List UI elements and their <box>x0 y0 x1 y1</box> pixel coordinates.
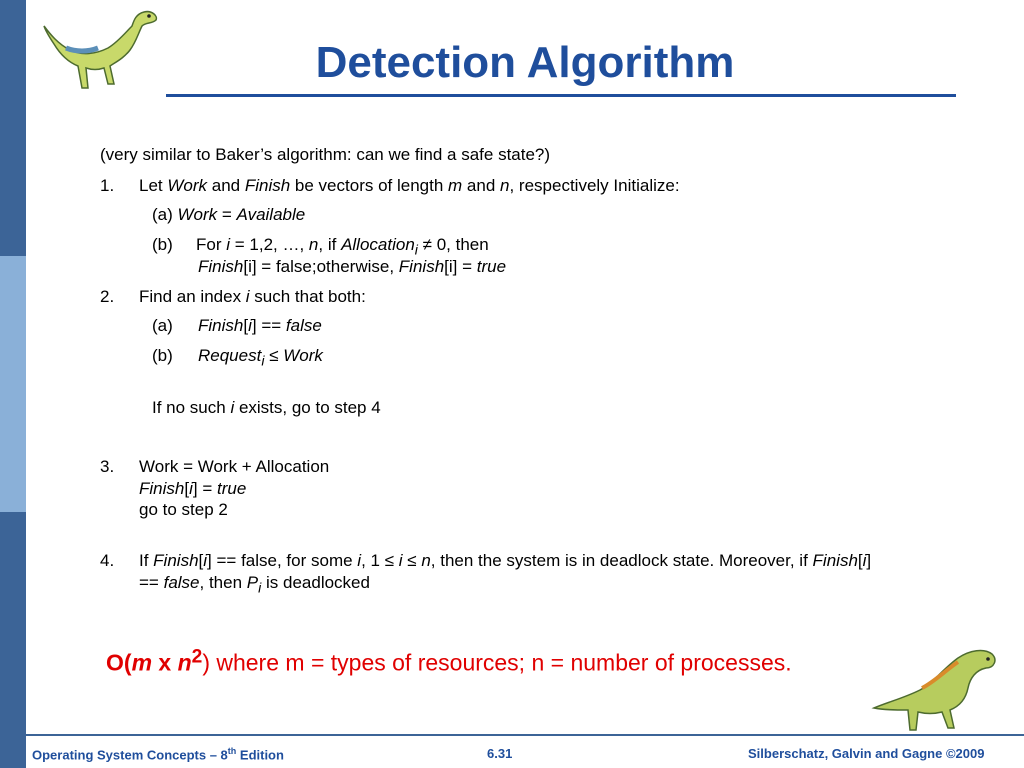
step2-b-label: (b) <box>152 346 173 365</box>
step2-a-label: (a) <box>152 316 173 335</box>
step1-b: For i = 1,2, …, n, if Allocation$_i$ ≠ 0, then <box>196 235 489 259</box>
step2-b: Request$_i$ ≤ Work <box>198 346 323 370</box>
step2-text: Find an index i such that both: <box>139 287 366 306</box>
footer-divider <box>26 734 1024 736</box>
slide-title: Detection Algorithm <box>315 38 735 87</box>
step4-number: 4. <box>100 551 115 570</box>
step4-line1: If Finish[i] == false, for some i, 1 ≤ i ≤ n, then the system is in deadlock state. Moreover, if Finish[i] <box>139 551 872 570</box>
step3-line2: Finish[i] = true <box>139 479 247 498</box>
step2-number: 2. <box>100 287 115 306</box>
step3-number: 3. <box>100 457 115 476</box>
step2-c: If no such i exists, go to step 4 <box>152 398 381 417</box>
step3-line3: go to step 2 <box>139 500 228 519</box>
footer-right: Silberschatz, Galvin and Gagne ©2009 <box>748 746 985 761</box>
step1-a: (a) Work = Available <box>152 205 306 224</box>
step1-number: 1. <box>100 176 115 195</box>
step1-b-continued: Finish[i] = false;otherwise, Finish[i] = true <box>198 257 507 276</box>
step3-line1: Work = Work + Allocation <box>139 457 330 476</box>
step1-text: Let Work and Finish be vectors of length m and n, respectively Initialize: <box>139 176 680 195</box>
complexity-statement: O(m x $n^2$) where m = types of resources; n = number of processes. <box>106 646 792 676</box>
footer-left: Operating System Concepts – 8th Edition <box>32 746 284 763</box>
intro-text: (very similar to Baker’s algorithm: can we find a safe state?) <box>100 145 551 164</box>
footer-page-number: 6.31 <box>487 746 513 761</box>
step1-b-label: (b) <box>152 235 173 254</box>
step4-line2: == false, then $P_i$ is deadlocked <box>139 573 370 597</box>
step2-a: Finish[i] == false <box>198 316 322 335</box>
